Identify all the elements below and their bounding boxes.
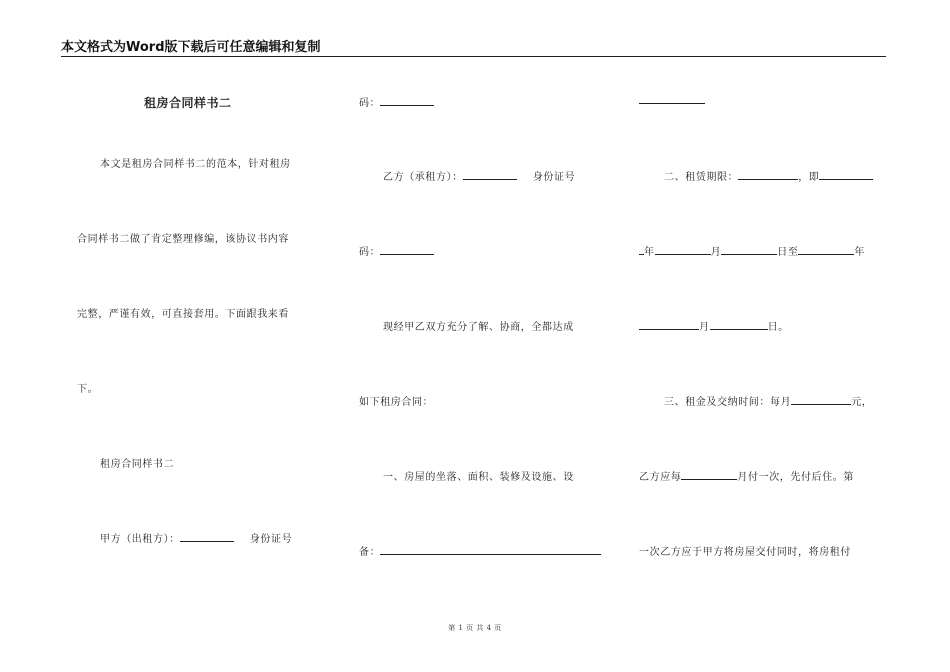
contract-subtitle: 租房合同样书二 bbox=[100, 459, 175, 470]
party-a-line bbox=[100, 530, 292, 545]
rent-suffix: 元， bbox=[851, 397, 873, 408]
code-label-2: 码： bbox=[359, 247, 381, 258]
year2-blank bbox=[798, 245, 854, 255]
rent-line bbox=[664, 393, 872, 408]
page-header bbox=[61, 36, 886, 57]
col2-line-1 bbox=[359, 94, 434, 109]
term-end-line bbox=[639, 318, 789, 333]
term-line bbox=[664, 168, 873, 183]
payment-label: 乙方应每 bbox=[639, 472, 682, 483]
month2-blank bbox=[639, 320, 699, 330]
rent-label: 三、租金及交纳时间：每月 bbox=[664, 397, 792, 408]
clause-one-line: 一、房屋的坐落、面积、装修及设施、设 bbox=[383, 472, 574, 483]
equipment-label: 备： bbox=[359, 547, 381, 558]
id-blank bbox=[380, 96, 434, 106]
first-payment-line: 一次乙方应于甲方将房屋交付同时，将房租付 bbox=[639, 547, 851, 558]
intro-line-1: 本文是租房合同样书二的范本，针对租房 bbox=[100, 159, 291, 170]
party-b-blank bbox=[463, 170, 517, 180]
party-a-label: 甲方（出租方）： bbox=[100, 534, 180, 545]
year2-label: 年 bbox=[854, 247, 866, 258]
term-label: 二、租赁期限： bbox=[664, 172, 739, 183]
top-blank bbox=[639, 94, 705, 104]
party-b-id-label: 身份证号 bbox=[532, 172, 576, 183]
intro-line-3: 完整，严谨有效，可直接套用。下面跟我来看 bbox=[77, 309, 289, 320]
term-blank-2 bbox=[819, 170, 873, 180]
payment-blank bbox=[681, 470, 737, 480]
day2-blank bbox=[710, 320, 768, 330]
col2-line-3 bbox=[359, 243, 434, 258]
day-blank bbox=[721, 245, 777, 255]
party-a-id-label: 身份证号 bbox=[249, 534, 293, 545]
year-label: 年 bbox=[644, 247, 655, 258]
intro-line-4: 下。 bbox=[77, 384, 99, 395]
day-to-label: 日至 bbox=[777, 247, 799, 258]
code-label: 码： bbox=[359, 98, 381, 109]
rent-blank bbox=[791, 395, 851, 405]
contract-intro-line: 如下租房合同： bbox=[359, 397, 434, 408]
term-suffix: ，即 bbox=[798, 172, 820, 183]
payment-suffix: 月付一次，先付后住。第 bbox=[737, 472, 855, 483]
agreement-line: 现经甲乙双方充分了解、协商，全都达成 bbox=[383, 322, 574, 333]
party-b-line bbox=[383, 168, 575, 183]
equipment-blank bbox=[380, 545, 601, 555]
header-text: 本文格式为Word版下载后可任意编辑和复制 bbox=[61, 40, 321, 55]
party-a-blank bbox=[180, 532, 234, 542]
document-title: 租房合同样书二 bbox=[144, 96, 232, 110]
party-b-label: 乙方（承租方）： bbox=[383, 172, 463, 183]
intro-line-2: 合同样书二做了肯定整理修编，该协议书内容 bbox=[77, 234, 289, 245]
col3-line-1 bbox=[639, 94, 705, 107]
page-footer: 第 1 页 共 4 页 bbox=[448, 624, 502, 632]
payment-line bbox=[639, 468, 854, 483]
equipment-line bbox=[359, 543, 601, 558]
term-blank bbox=[738, 170, 798, 180]
month-label: 月 bbox=[710, 247, 722, 258]
month2-label: 月 bbox=[699, 322, 710, 333]
term-dates-line bbox=[639, 243, 865, 258]
month-blank bbox=[655, 245, 711, 255]
id-blank-2 bbox=[380, 245, 434, 255]
day-end-label: 日。 bbox=[767, 322, 789, 333]
